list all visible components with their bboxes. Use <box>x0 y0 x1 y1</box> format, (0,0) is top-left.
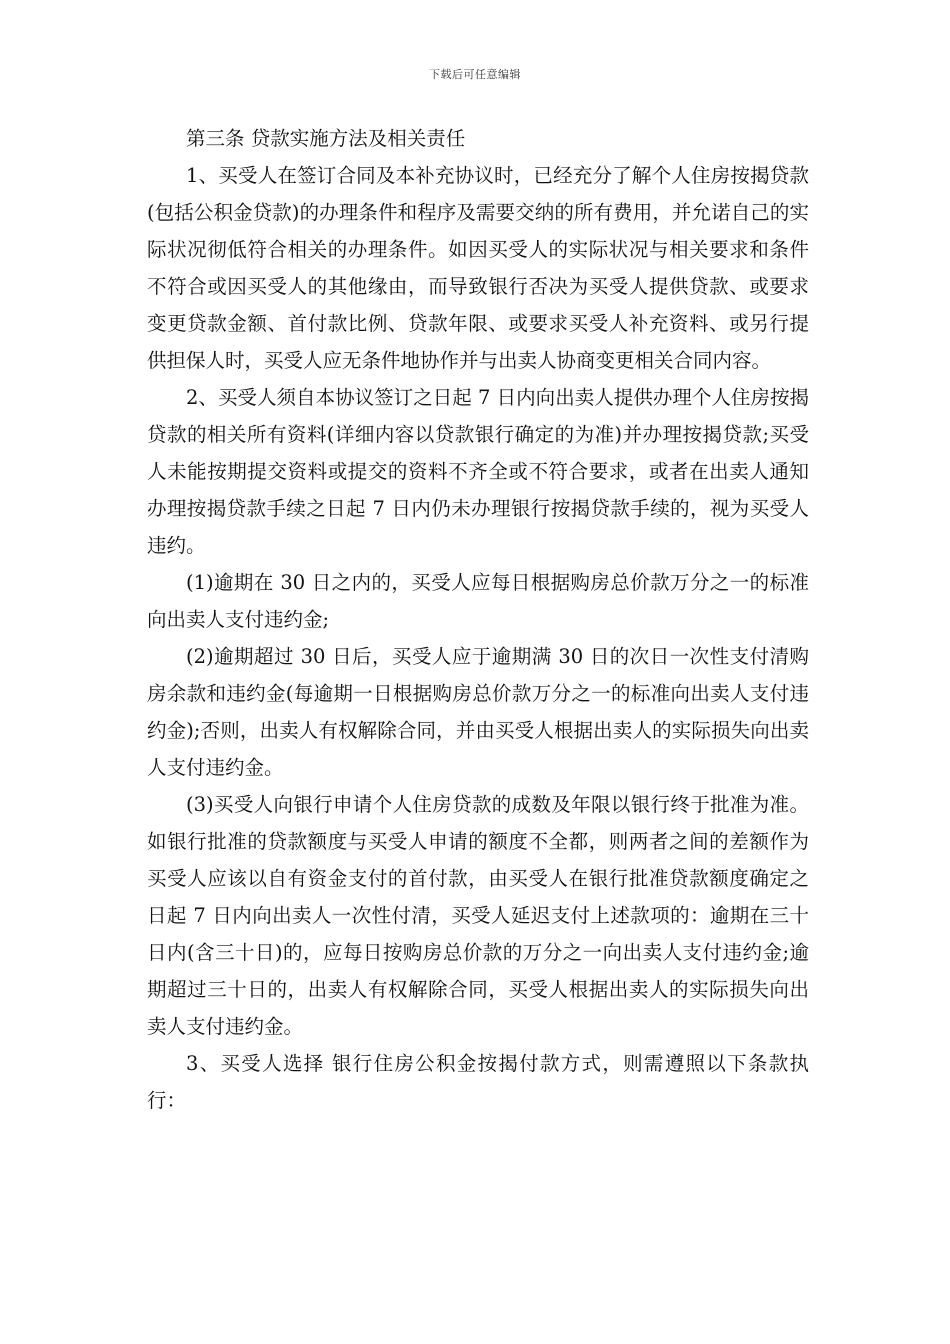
paragraph-1: 1、买受人在签订合同及本补充协议时，已经充分了解个人住房按揭贷款(包括公积金贷款)的办理条件和程序及需要交纳的所有费用，并允诺自己的实际状况彻低符合相关的办理条件。如因买受人的实际状况与相关要求和条件不符合或因买受人的其他缘由，而导致银行否决为买受人提供贷款、或要求变更贷款金额、首付款比例、贷款年限、或要求买受人补充资料、或另行提供担保人时，买受人应无条件地协作并与出卖人协商变更相关合同内容。 <box>147 164 809 372</box>
paragraph-2: 2、买受人须自本协议签订之日起 7 日内向出卖人提供办理个人住房按揭贷款的相关所有资料(详细内容以贷款银行确定的为准)并办理按揭贷款;买受人未能按期提交资料或提交的资料不齐全或不符合要求，或者在出卖人通知办理按揭贷款手续之日起 7 日内仍未办理银行按揭贷款手续的，视为买受人违约。 <box>147 386 809 557</box>
paragraph-2-3: (3)买受人向银行申请个人住房贷款的成数及年限以银行终于批准为准。如银行批准的贷款额度与买受人申请的额度不全都，则两者之间的差额作为买受人应该以自有资金支付的首付款，由买受人在银行批准贷款额度确定之日起 7 日内向出卖人一次性付清，买受人延迟支付上述款项的：逾期在三十日内(含三十日)的，应每日按购房总价款的万分之一向出卖人支付违约金;逾期超过三十日的，出卖人有权解除合同，买受人根据出卖人的实际损失向出卖人支付违约金。 <box>147 793 809 1038</box>
document-body <box>147 120 809 1119</box>
section-title: 第三条 贷款实施方法及相关责任 <box>186 127 466 150</box>
paragraph-2-1: (1)逾期在 30 日之内的，买受人应每日根据购房总价款万分之一的标准向出卖人支付违约金; <box>147 571 809 631</box>
paragraph-2-2: (2)逾期超过 30 日后，买受人应于逾期满 30 日的次日一次性支付清购房余款和违约金(每逾期一日根据购房总价款万分之一的标准向出卖人支付违约金);否则，出卖人有权解除合同，并由买受人根据出卖人的实际损失向出卖人支付违约金。 <box>147 645 809 779</box>
page-header: 下载后可任意编辑 <box>429 68 521 81</box>
paragraph-3: 3、买受人选择 银行住房公积金按揭付款方式，则需遵照以下条款执行： <box>147 1052 809 1112</box>
